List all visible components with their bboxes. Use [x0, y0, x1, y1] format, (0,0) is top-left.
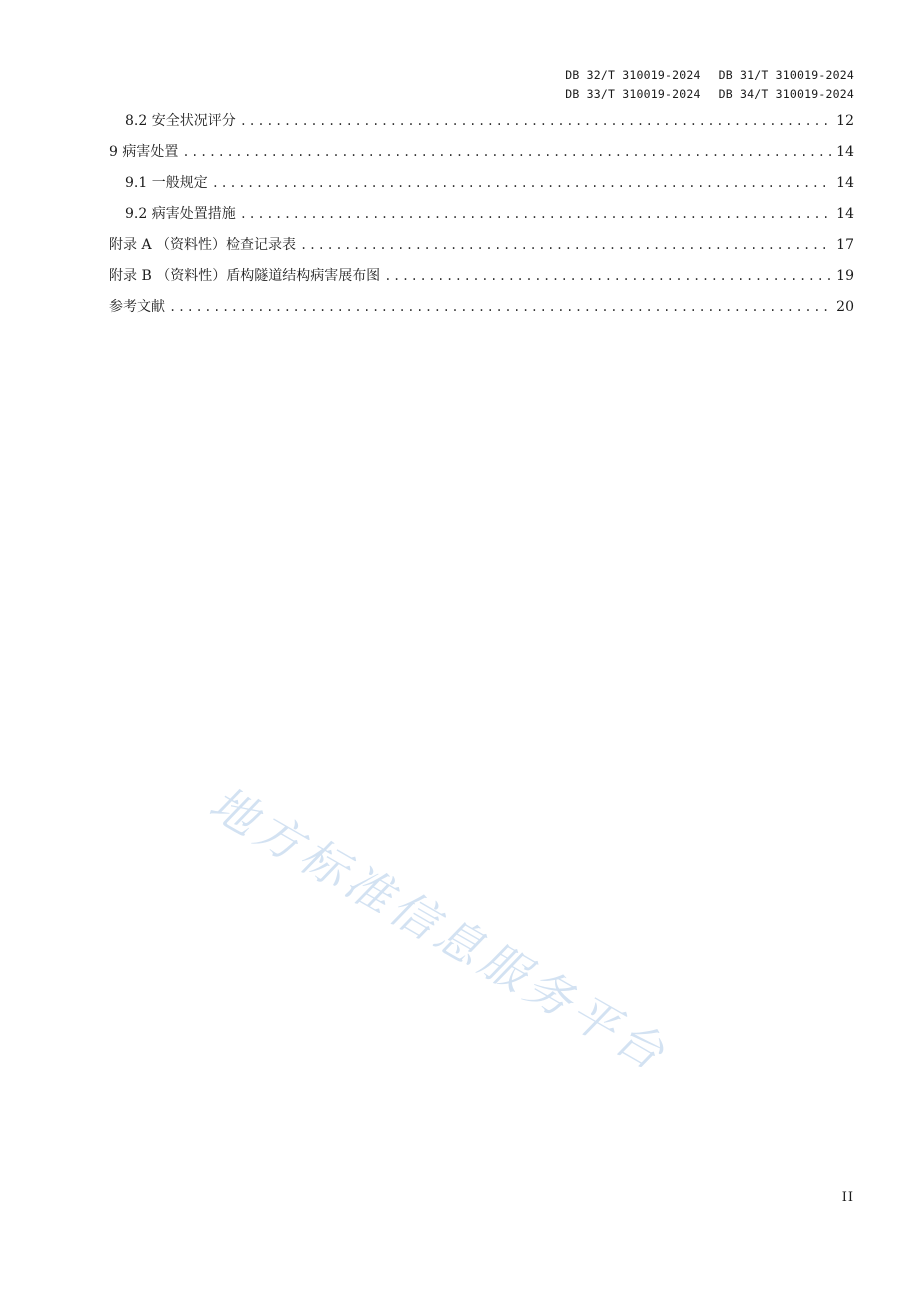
standard-code: DB 32/T 310019-2024: [565, 68, 701, 82]
toc-entry-references[interactable]: [109, 296, 854, 327]
toc-entry-9-1[interactable]: [109, 172, 854, 203]
toc-entry-8-2[interactable]: [109, 110, 854, 141]
toc-leader-dots: [300, 238, 832, 252]
toc-entry-label: 参考文献: [109, 299, 165, 315]
toc-entry-label: 9.2 病害处置措施: [125, 206, 236, 222]
header-line-2: [547, 85, 854, 104]
page-number: II: [841, 1190, 854, 1205]
toc-entry-page: 12: [836, 113, 854, 129]
toc-entry-page: 19: [836, 268, 854, 284]
toc-entry-label: 9.1 一般规定: [125, 175, 208, 191]
toc-leader-dots: [240, 114, 832, 128]
toc-leader-dots: [182, 145, 832, 159]
toc-entry-page: 17: [836, 237, 854, 253]
toc-leader-dots: [212, 176, 832, 190]
toc-leader-dots: [169, 300, 832, 314]
header-line-1: [547, 66, 854, 85]
standard-code-header: [547, 66, 854, 104]
standard-code: DB 34/T 310019-2024: [718, 87, 854, 101]
standard-code: DB 31/T 310019-2024: [718, 68, 854, 82]
toc-entry-label: 附录 B （资料性）盾构隧道结构病害展布图: [109, 268, 381, 284]
toc-entry-appendix-b[interactable]: [109, 265, 854, 296]
toc-entry-9[interactable]: [109, 141, 854, 172]
toc-entry-page: 14: [836, 206, 854, 222]
toc-entry-page: 14: [836, 175, 854, 191]
toc-leader-dots: [240, 207, 832, 221]
watermark: 地方标准信息服务平台: [200, 775, 678, 1083]
toc-entry-9-2[interactable]: [109, 203, 854, 234]
toc-leader-dots: [384, 269, 832, 283]
standard-code: DB 33/T 310019-2024: [565, 87, 701, 101]
toc-entry-page: 20: [836, 299, 854, 315]
table-of-contents: [109, 110, 854, 327]
toc-entry-label: 8.2 安全状况评分: [125, 113, 236, 129]
toc-entry-label: 9 病害处置: [109, 144, 179, 160]
toc-entry-label: 附录 A （资料性）检查记录表: [109, 237, 297, 253]
toc-entry-page: 14: [836, 144, 854, 160]
toc-entry-appendix-a[interactable]: [109, 234, 854, 265]
